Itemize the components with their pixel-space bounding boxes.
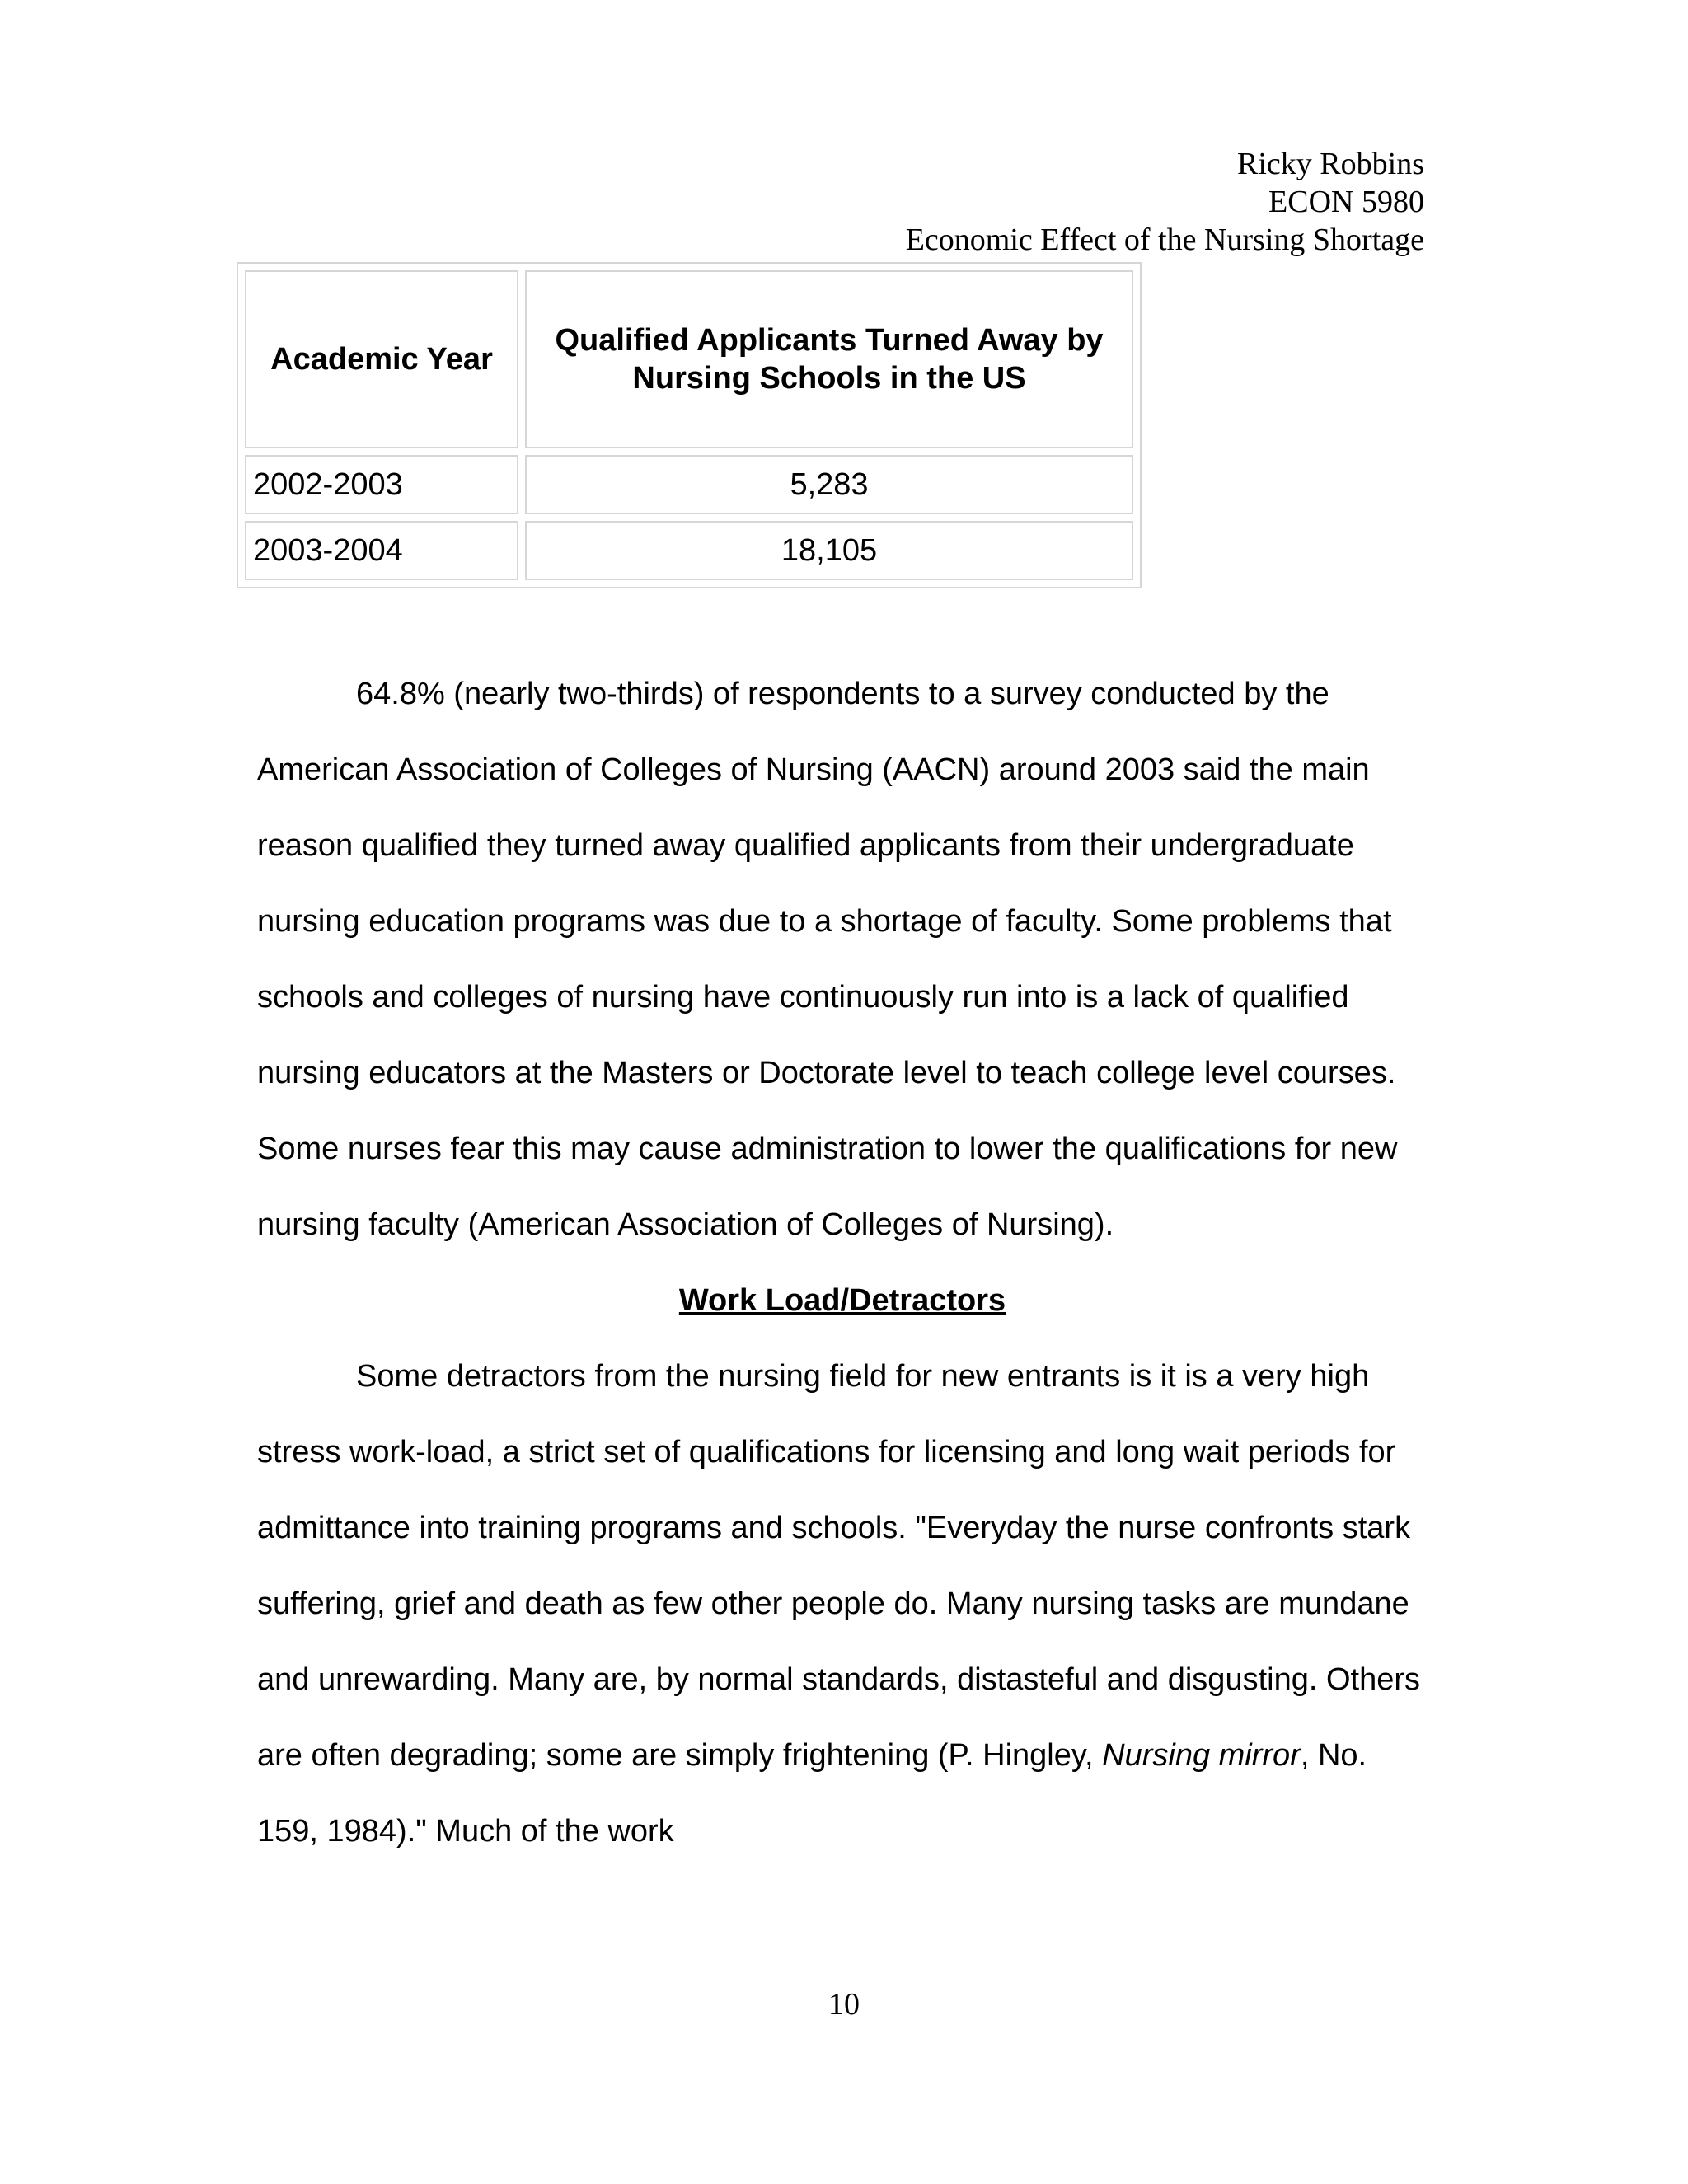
citation-journal-title: Nursing mirror	[1102, 1738, 1301, 1773]
table-row	[245, 455, 1133, 514]
paper-title: Economic Effect of the Nursing Shortage	[905, 223, 1424, 257]
body-text	[257, 656, 1428, 1869]
paragraph-detractors-text: Some detractors from the nursing field for new entrants is it is a very high stress work-load, a strict set of qualifications for licensing and long wait periods for admittance into training programs and schools. "Everyday the nurse confronts stark suffering, grief and death as few other people do. Many nursing tasks are mundane and unrewarding. Many are, by normal standards, distasteful and disgusting. Others are often degrading; some are simply frightening (P. Hingley,	[257, 1359, 1420, 1773]
course-code: ECON 5980	[1268, 185, 1424, 219]
author-name: Ricky Robbins	[1237, 147, 1424, 181]
paragraph-detractors-text-end: , No. 159, 1984)." Much of the work	[257, 1738, 1367, 1849]
table-cell-count: 18,105	[525, 521, 1133, 580]
applicants-table	[237, 262, 1142, 588]
paragraph-detractors	[257, 1338, 1428, 1869]
table-cell-year: 2003-2004	[245, 521, 518, 580]
table-cell-year: 2002-2003	[245, 455, 518, 514]
table-header-row	[245, 270, 1133, 448]
section-heading-work-load: Work Load/Detractors	[678, 1283, 1006, 1318]
column-header-applicants-turned-away: Qualified Applicants Turned Away by Nursing Schools in the US	[525, 270, 1133, 448]
page-header	[906, 145, 1424, 259]
page-number: 10	[828, 1987, 860, 2022]
table-row	[245, 521, 1133, 580]
paragraph-faculty-shortage: 64.8% (nearly two-thirds) of respondents to a survey conducted by the American Association of Colleges of Nursing (AACN) around 2003 said the main reason qualified they turned away qualified applicants from their undergraduate nursing education programs was due to a shortage of faculty. Some problems that schools and colleges of nursing have continuously run into is a lack of qualified nursing educators at the Masters or Doctorate level to teach college level courses. Some nurses fear this may cause administration to lower the qualifications for new nursing faculty (American Association of Colleges of Nursing).	[257, 677, 1398, 1242]
column-header-academic-year: Academic Year	[245, 270, 518, 448]
table-cell-count: 5,283	[525, 455, 1133, 514]
